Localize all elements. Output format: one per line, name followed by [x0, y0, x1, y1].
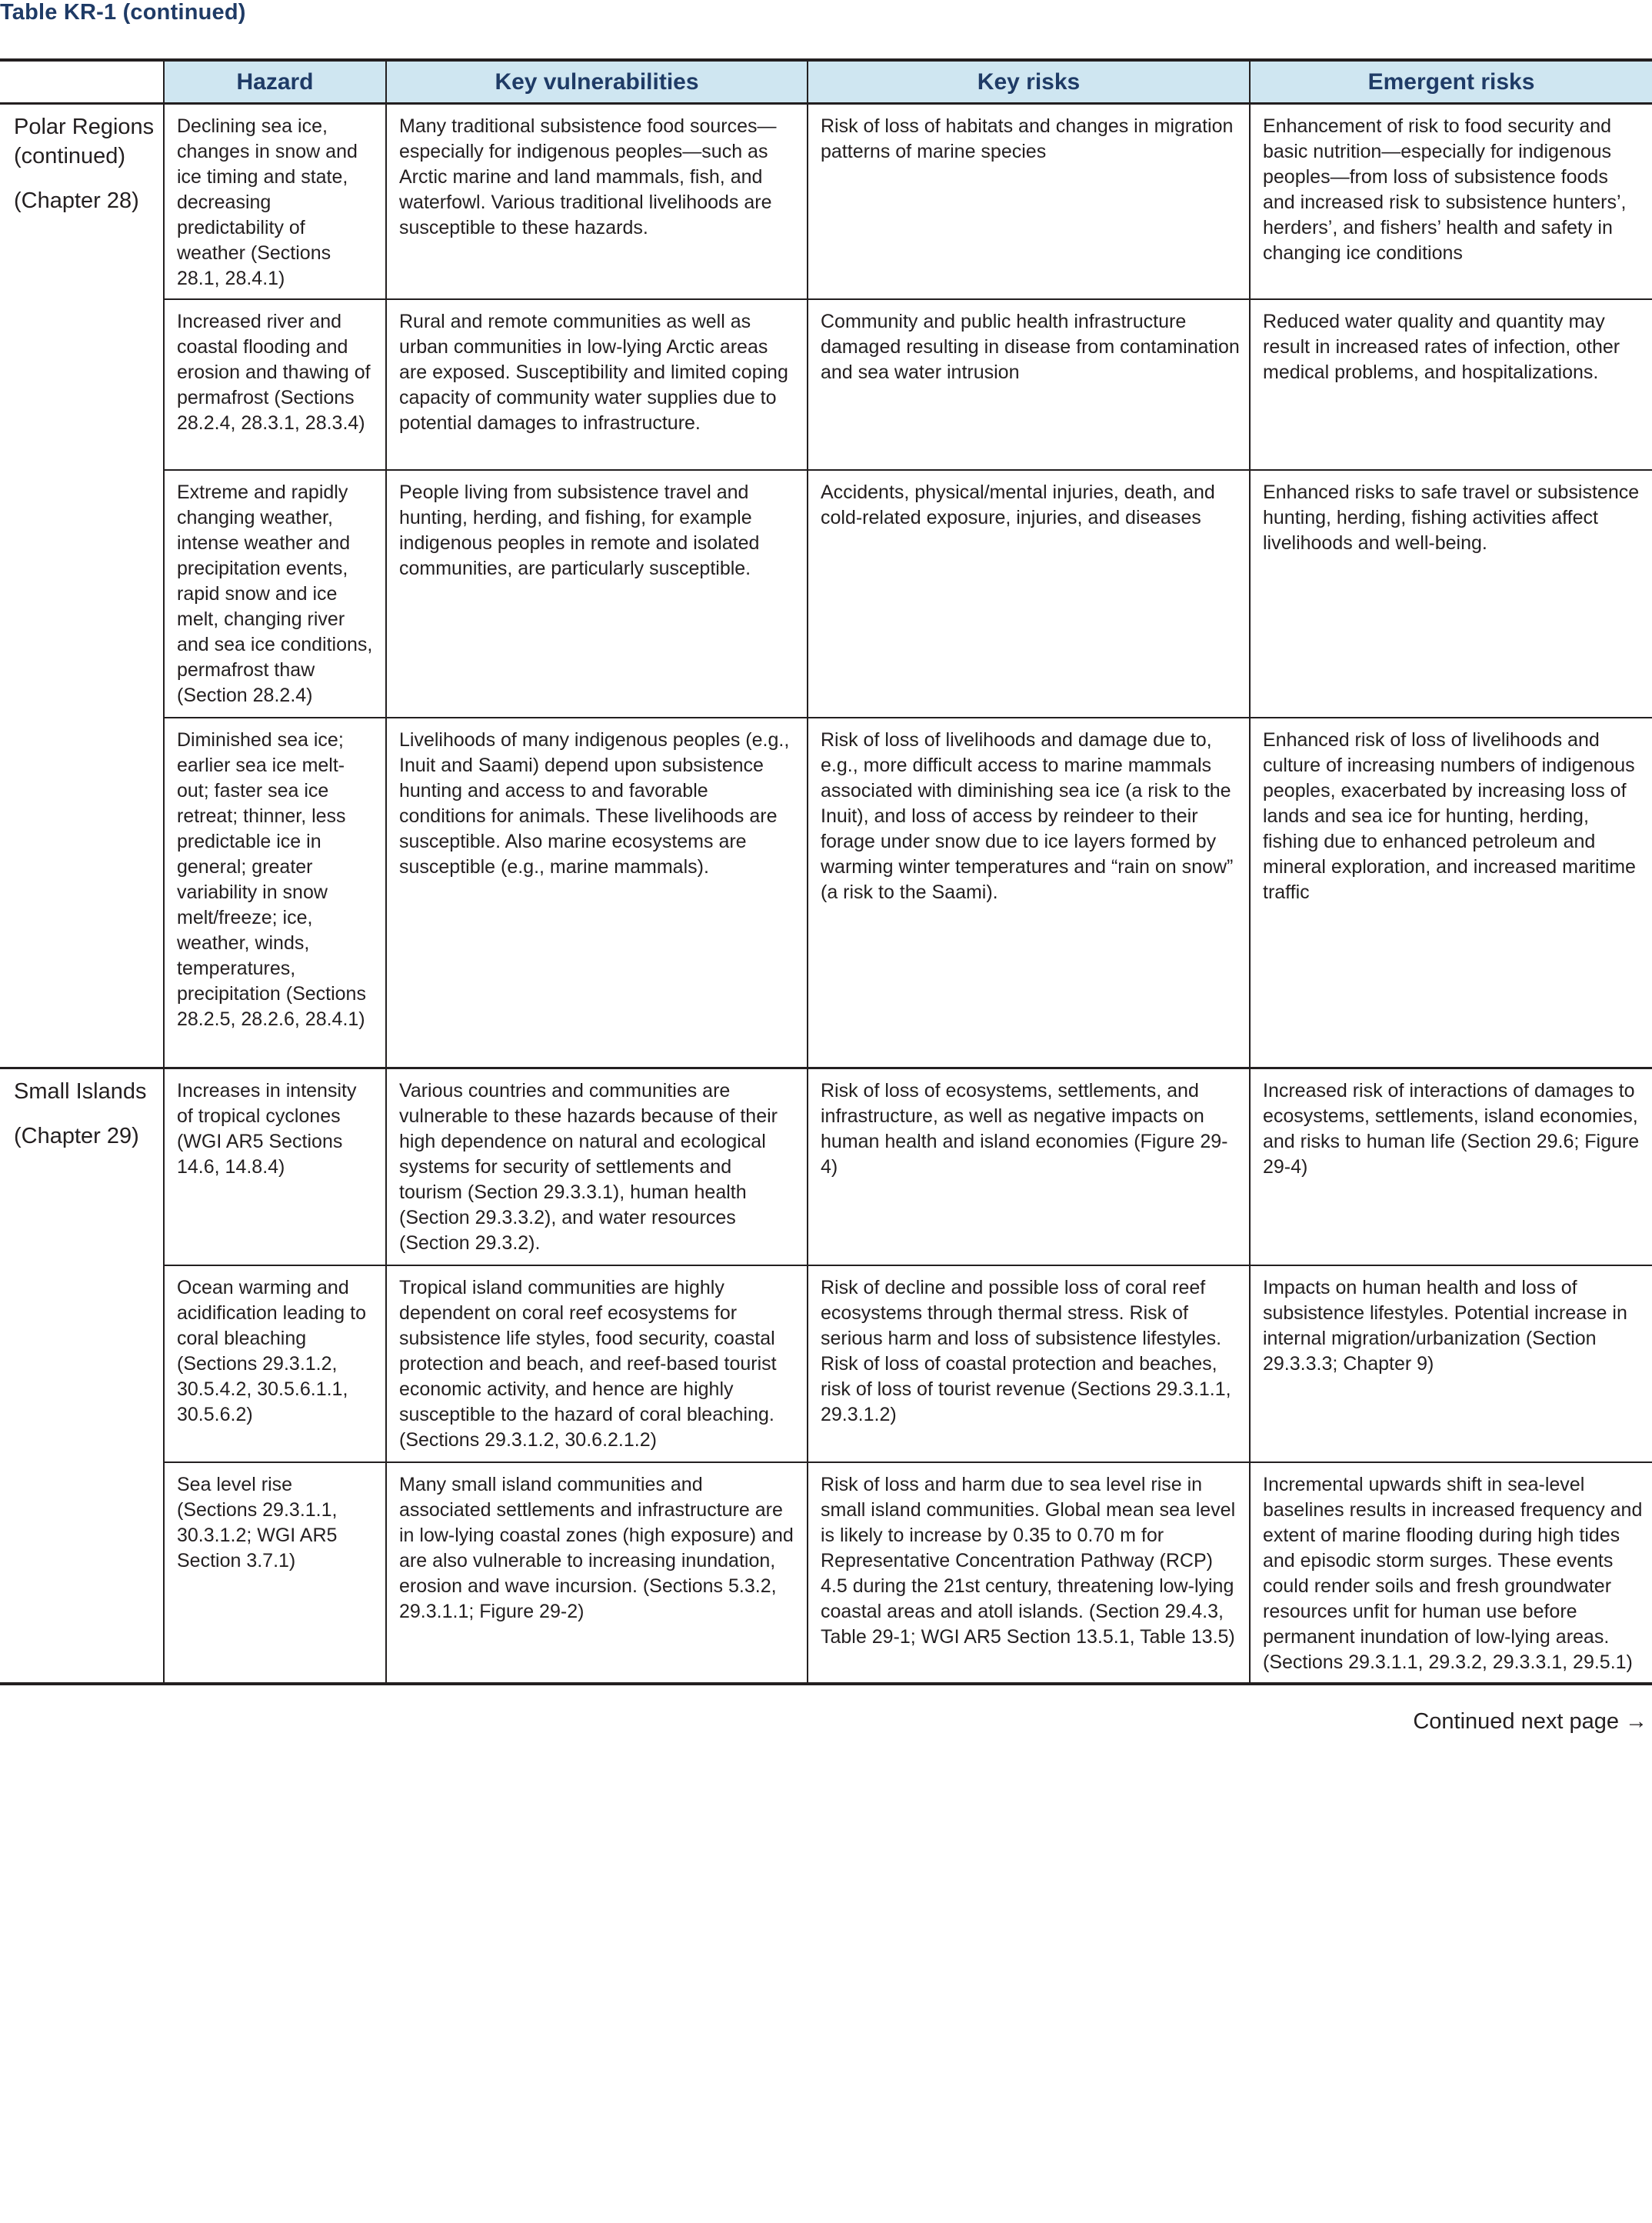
risks-cell: Risk of loss of livelihoods and damage due to, e.g., more difficult access to marine mammals associated with diminishing sea ice (a risk to the Inuit), and loss of access by reindeer to their forage under snow due to ice layers formed by warming winter temperatures and “rain on snow” (a risk to the Saami). [808, 718, 1250, 1068]
column-header-hazard: Hazard [164, 60, 386, 104]
table-row [0, 1462, 1652, 1684]
emergent-cell: Reduced water quality and quantity may result in increased rates of infection, other medical problems, and hospitalizations. [1250, 299, 1652, 470]
hazard-cell: Declining sea ice, changes in snow and ice timing and state, decreasing predictability of weather (Sections 28.1, 28.4.1) [164, 104, 386, 299]
risks-cell: Risk of decline and possible loss of coral reef ecosystems through thermal stress. Risk of serious harm and loss of subsistence lifestyles. Risk of loss of coastal protection and beaches, risk of loss of tourist revenue (Sections 29.3.1.1, 29.3.1.2) [808, 1265, 1250, 1462]
risks-cell: Community and public health infrastructure damaged resulting in disease from contamination and sea water intrusion [808, 299, 1250, 470]
table-row [0, 470, 1652, 718]
arrow-right-icon: → [1625, 1709, 1647, 1734]
region-chapter: (Chapter 29) [14, 1124, 139, 1148]
emergent-cell: Incremental upwards shift in sea-level baselines results in increased frequency and extent of marine flooding during high tides and episodic storm surges. These events could render soils and fresh groundwater resources unfit for human use before permanent inundation of low-lying areas. (Sections 29.3.1.1, 29.3.2, 29.3.3.1, 29.5.1) [1250, 1462, 1652, 1684]
risks-cell: Risk of loss and harm due to sea level rise in small island communities. Global mean sea level is likely to increase by 0.35 to 0.70 m for Representative Concentration Pathway (RCP) 4.5 during the 21st century, threatening low-lying coastal areas and atoll islands. (Section 29.4.3, Table 29-1; WGI AR5 Section 13.5.1, Table 13.5) [808, 1462, 1250, 1684]
emergent-cell: Impacts on human health and loss of subsistence lifestyles. Potential increase in internal migration/urbanization (Section 29.3.3.3; Chapter 9) [1250, 1265, 1652, 1462]
vulnerabilities-cell: Tropical island communities are highly dependent on coral reef ecosystems for subsistence life styles, food security, coastal protection and beach, and reef-based tourist economic activity, and hence are highly susceptible to the hazard of coral bleaching. (Sections 29.3.1.2, 30.6.2.1.2) [386, 1265, 808, 1462]
emergent-cell: Increased risk of interactions of damages to ecosystems, settlements, island economies, and risks to human life (Section 29.6; Figure 29-4) [1250, 1068, 1652, 1265]
vulnerabilities-cell: Many traditional subsistence food sources—especially for indigenous peoples—such as Arctic marine and land mammals, fish, and waterfowl. Various traditional livelihoods are susceptible to these hazards. [386, 104, 808, 299]
emergent-cell: Enhanced risks to safe travel or subsistence hunting, herding, fishing activities affect livelihoods and well-being. [1250, 470, 1652, 718]
continued-next-page-text: Continued next page [1413, 1709, 1619, 1734]
risks-cell: Risk of loss of ecosystems, settlements, and infrastructure, as well as negative impacts on human health and island economies (Figure 29-4) [808, 1068, 1250, 1265]
vulnerabilities-cell: Various countries and communities are vulnerable to these hazards because of their high dependence on natural and ecological systems for security of settlements and tourism (Section 29.3.3.1), human health (Section 29.3.3.2), and water resources (Section 29.3.2). [386, 1068, 808, 1265]
vulnerabilities-cell: Rural and remote communities as well as urban communities in low-lying Arctic areas are exposed. Susceptibility and limited coping capacity of community water supplies due to potential damages to infrastructure. [386, 299, 808, 470]
region-chapter: (Chapter 28) [14, 188, 139, 213]
column-header-emergent-risks: Emergent risks [1250, 60, 1652, 104]
emergent-cell: Enhancement of risk to food security and basic nutrition—especially for indigenous peoples—from loss of subsistence foods and increased risk to subsistence hunters’, herders’, and fishers’ health and safety in changing ice conditions [1250, 104, 1652, 299]
table-row [0, 299, 1652, 470]
vulnerabilities-cell: Livelihoods of many indigenous peoples (e.g., Inuit and Saami) depend upon subsistence hunting and access to and favorable conditions for animals. These livelihoods are susceptible. Also marine ecosystems are susceptible (e.g., marine mammals). [386, 718, 808, 1068]
region-name: Polar Regions [14, 115, 155, 139]
table-title: Table KR-1 (continued) [0, 0, 246, 25]
hazard-cell: Diminished sea ice; earlier sea ice melt-out; faster sea ice retreat; thinner, less predictable ice in general; greater variability in snow melt/freeze; ice, weather, winds, temperatures, precipitation (Sections 28.2.5, 28.2.6, 28.4.1) [164, 718, 386, 1068]
region-name-continued: (continued) [14, 144, 126, 168]
continued-next-page-note [1413, 1709, 1647, 1735]
emergent-cell: Enhanced risk of loss of livelihoods and culture of increasing numbers of indigenous peoples, exacerbated by increasing loss of lands and sea ice for hunting, herding, fishing due to enhanced petroleum and mineral exploration, and increased maritime traffic [1250, 718, 1652, 1068]
vulnerabilities-cell: Many small island communities and associated settlements and infrastructure are in low-lying coastal zones (high exposure) and are also vulnerable to increasing inundation, erosion and wave incursion. (Sections 5.3.2, 29.3.1.1; Figure 29-2) [386, 1462, 808, 1684]
table-row [0, 1265, 1652, 1462]
hazard-cell: Increased river and coastal flooding and erosion and thawing of permafrost (Sections 28.2.4, 28.3.1, 28.3.4) [164, 299, 386, 470]
risks-cell: Accidents, physical/mental injuries, death, and cold-related exposure, injuries, and diseases [808, 470, 1250, 718]
region-cell-small-islands [0, 1068, 164, 1684]
hazard-cell: Extreme and rapidly changing weather, intense weather and precipitation events, rapid snow and ice melt, changing river and sea ice conditions, permafrost thaw (Section 28.2.4) [164, 470, 386, 718]
column-header-key-risks: Key risks [808, 60, 1250, 104]
hazard-cell: Sea level rise (Sections 29.3.1.1, 30.3.1.2; WGI AR5 Section 3.7.1) [164, 1462, 386, 1684]
table-row [0, 718, 1652, 1068]
hazard-cell: Ocean warming and acidification leading to coral bleaching (Sections 29.3.1.2, 30.5.4.2, 30.5.6.1.1, 30.5.6.2) [164, 1265, 386, 1462]
risks-cell: Risk of loss of habitats and changes in migration patterns of marine species [808, 104, 1250, 299]
table-row [0, 1068, 1652, 1265]
region-name: Small Islands [14, 1079, 147, 1104]
vulnerabilities-cell: People living from subsistence travel and hunting, herding, and fishing, for example indigenous peoples in remote and isolated communities, are particularly susceptible. [386, 470, 808, 718]
column-header-key-vulnerabilities: Key vulnerabilities [386, 60, 808, 104]
column-header-region [0, 60, 164, 104]
hazard-cell: Increases in intensity of tropical cyclones (WGI AR5 Sections 14.6, 14.8.4) [164, 1068, 386, 1265]
table-header-row [0, 60, 1652, 104]
region-cell-polar [0, 104, 164, 1068]
table-row [0, 104, 1652, 299]
key-risks-table [0, 58, 1652, 1685]
